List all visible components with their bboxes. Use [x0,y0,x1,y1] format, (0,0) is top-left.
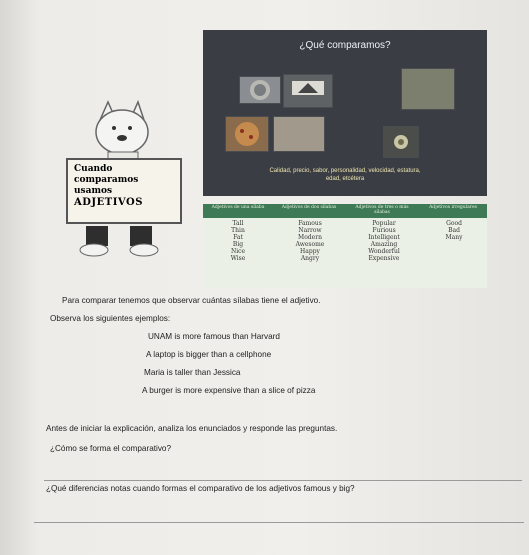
table-cell: Nice [230,248,246,255]
table-header-3: Adjetivos de tres o más sílabas [355,205,409,215]
slide-caption-line2: edad, etcétera [325,176,365,182]
table-cell: Big [232,241,244,248]
table-cell: Wonderful [368,248,400,255]
flower-image [383,126,419,158]
pizza-image [225,116,269,152]
table-cell: Wise [230,255,246,262]
sign-line2: comparamos [74,175,139,185]
adjectives-table [203,204,487,288]
intro-text: Para comparar tenemos que observar cuántas sílabas tiene el adjetivo. [62,296,321,305]
question-2: ¿Qué diferencias notas cuando formas el comparativo de los adjetivos famous y big? [46,484,355,493]
table-cell: Bad [448,227,460,234]
table-cell: Fat [233,234,243,241]
sign-line1: Cuando [74,164,113,174]
example-2: A laptop is bigger than a cellphone [146,350,272,359]
table-header-1: Adjetivos de una sílaba [211,205,265,210]
table-cell: Popular [372,220,396,227]
table-cell: Awesome [295,241,325,248]
table-cell: Famous [298,220,322,227]
table-cell: Happy [300,248,320,255]
examples-label: Observa los siguientes ejemplos: [50,314,171,323]
example-4: A burger is more expensive than a slice of pizza [142,386,316,395]
table-cell: Narrow [298,227,322,234]
table-column-4 [429,220,479,241]
sign-line4: ADJETIVOS [74,197,143,208]
game-image [401,68,455,110]
table-cell: Many [445,234,463,241]
table-cell: Thin [231,227,245,234]
unam-logo-image [239,76,281,104]
table-column-2 [281,220,339,262]
example-1: UNAM is more famous than Harvard [148,332,280,341]
slide-title: ¿Qué comparamos? [299,40,391,51]
table-cell: Amazing [370,241,398,248]
food-image [273,116,325,152]
table-header-4: Adjetivos irregulares [429,205,477,210]
table-cell: Angry [300,255,320,262]
answer-line-1[interactable] [44,480,522,481]
question-1: ¿Cómo se forma el comparativo? [50,444,172,453]
answer-line-2[interactable] [34,522,524,523]
table-header-2: Adjetivos de dos sílabas [281,205,337,210]
table-column-3 [353,220,415,262]
table-cell: Intelligent [368,234,400,241]
slide-caption [213,167,477,183]
slide-caption-line1: Calidad, precio, sabor, personalidad, velocidad, estatura, [269,168,421,174]
table-cell: Furious [372,227,396,234]
table-cell: Modern [298,234,322,241]
table-header-row [203,204,487,218]
table-cell: Expensive [368,255,400,262]
adjectives-sign [66,158,182,224]
university-logo-image [283,74,333,108]
instructions-text: Antes de iniciar la explicación, analiza los enunciados y responde las preguntas. [46,424,338,433]
example-3: Maria is taller than Jessica [144,368,241,377]
sign-line3: usamos [74,186,113,196]
slide-image [203,30,487,196]
table-column-1 [213,220,263,262]
table-cell: Tall [232,220,244,227]
table-cell: Good [446,220,462,227]
